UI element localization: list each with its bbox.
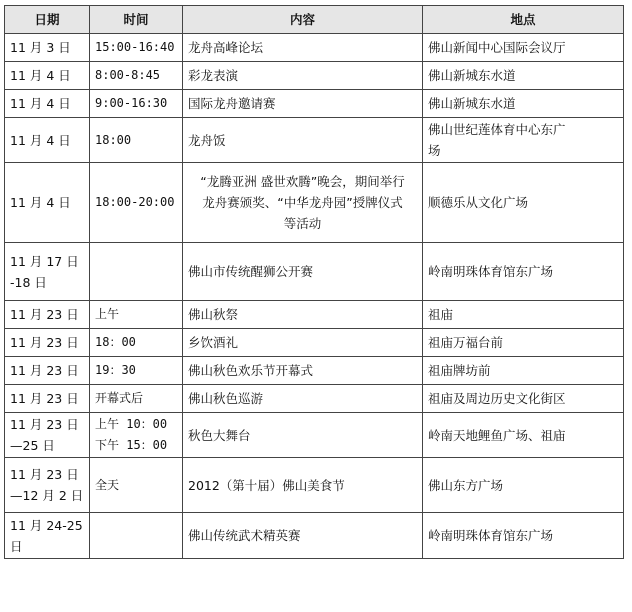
table-cell-date bbox=[5, 163, 90, 243]
table-cell-time bbox=[90, 357, 183, 385]
table-cell-content bbox=[183, 329, 423, 357]
table-row bbox=[5, 163, 624, 243]
table-cell-content-line: 龙舟赛颁奖、“中华龙舟园”授牌仪式 bbox=[202, 195, 403, 210]
table-cell-content-line: 2012（第十届）佛山美食节 bbox=[188, 477, 345, 493]
table-cell-content bbox=[183, 458, 423, 513]
table-cell-date-line: 11 月 24-25 bbox=[10, 517, 83, 533]
table-cell-content-line: 佛山秋色欢乐节开幕式 bbox=[188, 363, 314, 378]
table-cell-place-line: 祖庙及周边历史文化街区 bbox=[428, 391, 566, 406]
table-cell-content-line: 佛山秋色巡游 bbox=[188, 391, 264, 406]
table-cell-place-line: 佛山新城东水道 bbox=[428, 68, 516, 83]
table-cell-date bbox=[5, 458, 90, 513]
table-cell-place-line: 佛山东方广场 bbox=[428, 477, 504, 493]
table-cell-date-line: 11 月 23 日 bbox=[10, 417, 79, 432]
table-cell-date-line: —25 日 bbox=[10, 438, 55, 453]
table-cell-content bbox=[183, 34, 423, 62]
table-cell-date bbox=[5, 413, 90, 458]
table-cell-content bbox=[183, 413, 423, 458]
table-cell-time bbox=[90, 34, 183, 62]
table-cell-time-line: 19：30 bbox=[95, 363, 136, 377]
table-cell-place bbox=[423, 458, 624, 513]
table-cell-date bbox=[5, 62, 90, 90]
event-schedule-table bbox=[4, 5, 624, 559]
table-cell-time bbox=[90, 458, 183, 513]
table-cell-place bbox=[423, 90, 624, 118]
table-cell-time bbox=[90, 90, 183, 118]
table-cell-date-line: 日 bbox=[10, 538, 23, 554]
table-cell-time-line: 下午 15：00 bbox=[95, 438, 168, 452]
table-cell-date-line: 11 月 23 日 bbox=[10, 307, 79, 322]
header-content: 内容 bbox=[183, 6, 423, 34]
table-cell-date bbox=[5, 243, 90, 301]
table-cell-time-line: 上午 10：00 bbox=[95, 417, 168, 431]
table-row bbox=[5, 34, 624, 62]
table-cell-content-line: 龙舟饭 bbox=[188, 132, 226, 148]
table-cell-place bbox=[423, 329, 624, 357]
table-cell-time-line: 18:00-20:00 bbox=[95, 195, 175, 209]
table-row bbox=[5, 90, 624, 118]
table-cell-content-line: 彩龙表演 bbox=[188, 68, 239, 83]
table-cell-content bbox=[183, 357, 423, 385]
table-cell-date-line: 11 月 4 日 bbox=[10, 96, 71, 111]
table-row bbox=[5, 413, 624, 458]
table-cell-time bbox=[90, 163, 183, 243]
table-cell-time-line: 8:00-8:45 bbox=[95, 68, 161, 82]
table-cell-content-line: 乡饮酒礼 bbox=[188, 335, 239, 350]
table-cell-content bbox=[183, 118, 423, 163]
table-row bbox=[5, 301, 624, 329]
table-cell-content-line: 佛山传统武术精英赛 bbox=[188, 528, 301, 543]
table-row bbox=[5, 513, 624, 559]
table-cell-place bbox=[423, 385, 624, 413]
table-cell-time-line: 开幕式后 bbox=[95, 391, 144, 405]
table-cell-date bbox=[5, 301, 90, 329]
table-cell-content bbox=[183, 62, 423, 90]
header-date: 日期 bbox=[5, 6, 90, 34]
table-cell-place-line: 岭南明珠体育馆东广场 bbox=[428, 528, 554, 543]
table-cell-content-line: 等活动 bbox=[283, 216, 322, 231]
header-time: 时间 bbox=[90, 6, 183, 34]
table-cell-date bbox=[5, 385, 90, 413]
table-cell-date bbox=[5, 34, 90, 62]
table-cell-time bbox=[90, 118, 183, 163]
table-cell-place-line: 场 bbox=[428, 143, 441, 158]
header-row bbox=[5, 6, 624, 34]
table-cell-date-line: -18 日 bbox=[10, 274, 47, 290]
table-row bbox=[5, 357, 624, 385]
table-cell-date-line: 11 月 4 日 bbox=[10, 132, 71, 148]
table-cell-content-line: “龙腾亚洲 盛世欢腾”晚会，期间举行 bbox=[200, 174, 405, 189]
table-cell-time-line: 18:00 bbox=[95, 132, 132, 147]
table-cell-time-line: 15:00-16:40 bbox=[95, 40, 175, 54]
table-cell-place-line: 祖庙牌坊前 bbox=[428, 363, 491, 378]
table-cell-date bbox=[5, 513, 90, 559]
table-cell-content bbox=[183, 243, 423, 301]
table-cell-content-line: 秋色大舞台 bbox=[188, 427, 251, 443]
table-row bbox=[5, 62, 624, 90]
table-cell-place-line: 佛山新城东水道 bbox=[428, 96, 516, 111]
table-cell-date bbox=[5, 329, 90, 357]
table-row bbox=[5, 243, 624, 301]
table-cell-place-line: 岭南明珠体育馆东广场 bbox=[428, 264, 554, 279]
table-cell-content bbox=[183, 90, 423, 118]
table-cell-place-line: 佛山世纪莲体育中心东广 bbox=[428, 122, 566, 137]
table-cell-date bbox=[5, 90, 90, 118]
table-cell-date-line: 11 月 17 日 bbox=[10, 253, 79, 269]
table-cell-place bbox=[423, 34, 624, 62]
table-cell-time-line: 9:00-16:30 bbox=[95, 96, 168, 110]
table-cell-time bbox=[90, 329, 183, 357]
table-cell-date-line: 11 月 4 日 bbox=[10, 195, 71, 210]
table-cell-date-line: 11 月 3 日 bbox=[10, 40, 71, 55]
table-cell-date-line: —12 月 2 日 bbox=[10, 488, 84, 503]
table-cell-time bbox=[90, 413, 183, 458]
table-cell-time bbox=[90, 301, 183, 329]
table-cell-content bbox=[183, 301, 423, 329]
table-cell-content-line: 龙舟高峰论坛 bbox=[188, 40, 264, 55]
table-cell-date-line: 11 月 23 日 bbox=[10, 335, 79, 350]
table-cell-place-line: 岭南天地鲤鱼广场、祖庙 bbox=[428, 427, 566, 443]
table-cell-content bbox=[183, 385, 423, 413]
table-cell-content-line: 佛山秋祭 bbox=[188, 307, 239, 322]
table-cell-date-line: 11 月 23 日 bbox=[10, 467, 79, 482]
table-cell-place bbox=[423, 413, 624, 458]
table-cell-time-line: 上午 bbox=[95, 307, 120, 321]
table-row bbox=[5, 458, 624, 513]
table-row bbox=[5, 385, 624, 413]
table-cell-content-line: 佛山市传统醒狮公开赛 bbox=[188, 264, 314, 279]
table-row bbox=[5, 118, 624, 163]
table-cell-time bbox=[90, 243, 183, 301]
table-cell-content bbox=[183, 163, 423, 243]
table-body bbox=[5, 34, 624, 559]
table-cell-date-line: 11 月 23 日 bbox=[10, 363, 79, 378]
table-cell-content bbox=[183, 513, 423, 559]
table-cell-place bbox=[423, 301, 624, 329]
table-cell-place-line: 祖庙万福台前 bbox=[428, 335, 504, 350]
table-cell-date bbox=[5, 118, 90, 163]
table-row bbox=[5, 329, 624, 357]
header-place: 地点 bbox=[423, 6, 624, 34]
table-cell-time bbox=[90, 385, 183, 413]
table-cell-time-line: 全天 bbox=[95, 477, 120, 492]
table-cell-content-line: 国际龙舟邀请赛 bbox=[188, 96, 276, 111]
table-header bbox=[5, 6, 624, 34]
table-cell-place bbox=[423, 513, 624, 559]
table-cell-place-line: 顺德乐从文化广场 bbox=[428, 195, 529, 210]
table-cell-date-line: 11 月 4 日 bbox=[10, 68, 71, 83]
table-cell-time bbox=[90, 62, 183, 90]
table-cell-time-line: 18：00 bbox=[95, 335, 136, 349]
table-cell-place bbox=[423, 118, 624, 163]
table-cell-date bbox=[5, 357, 90, 385]
table-cell-place bbox=[423, 357, 624, 385]
table-cell-place bbox=[423, 243, 624, 301]
table-cell-time bbox=[90, 513, 183, 559]
table-cell-place bbox=[423, 163, 624, 243]
table-cell-date-line: 11 月 23 日 bbox=[10, 391, 79, 406]
table-cell-place bbox=[423, 62, 624, 90]
table-cell-place-line: 佛山新闻中心国际会议厅 bbox=[428, 40, 566, 55]
table-cell-place-line: 祖庙 bbox=[428, 307, 454, 322]
